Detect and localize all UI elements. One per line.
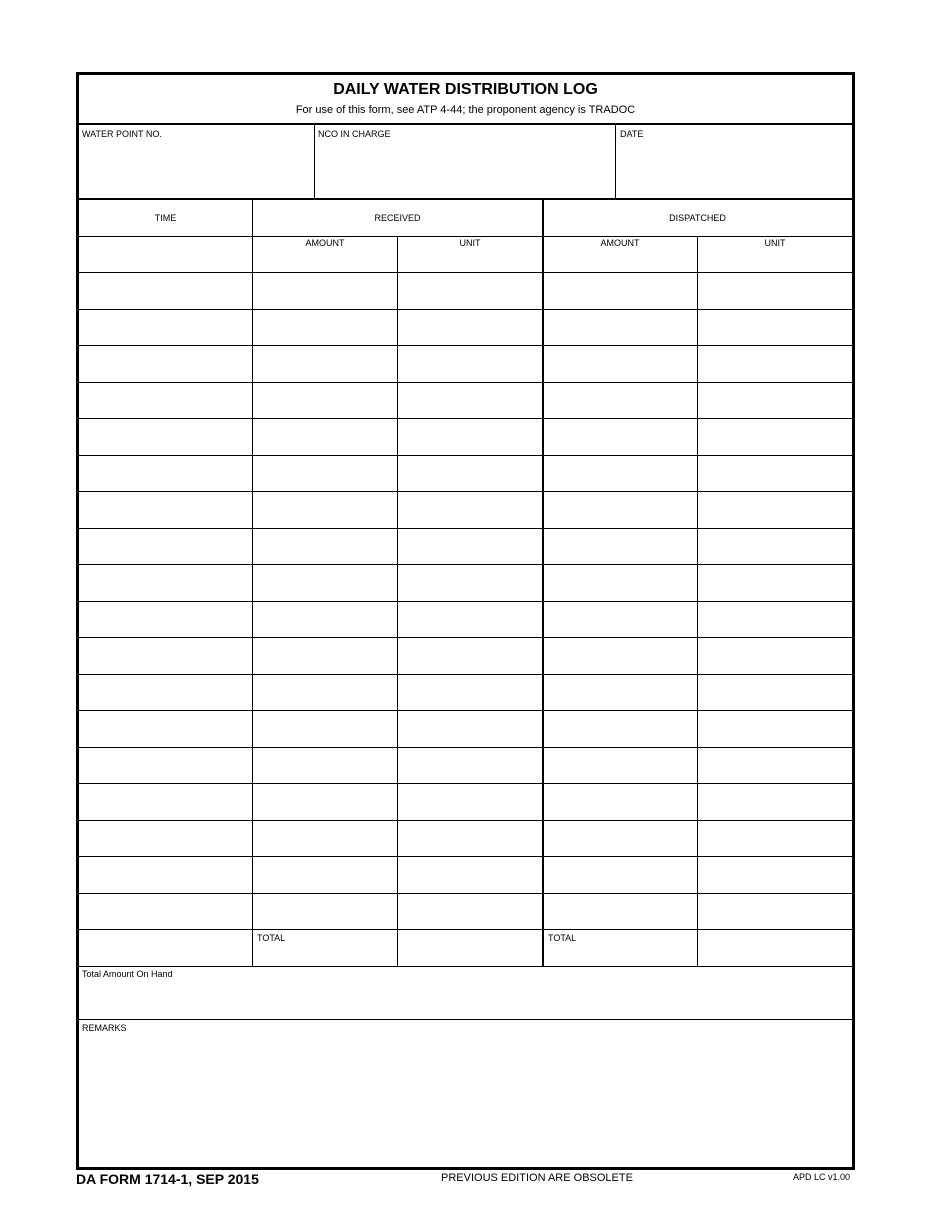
received-amount-cell[interactable] xyxy=(253,345,397,382)
dispatched-amount-cell[interactable] xyxy=(544,382,697,419)
received-unit-cell[interactable] xyxy=(398,637,542,674)
table-row xyxy=(79,783,852,820)
table-row xyxy=(79,601,852,638)
time-cell[interactable] xyxy=(79,637,252,674)
time-cell[interactable] xyxy=(79,710,252,747)
dispatched-amount-cell[interactable] xyxy=(544,418,697,455)
received-unit-cell[interactable] xyxy=(398,455,542,492)
dispatched-amount-header: AMOUNT xyxy=(600,238,640,248)
form-subtitle: For use of this form, see ATP 4-44; the proponent agency is TRADOC xyxy=(295,104,636,116)
received-amount-cell[interactable] xyxy=(253,674,397,711)
received-amount-cell[interactable] xyxy=(253,783,397,820)
dispatched-amount-cell[interactable] xyxy=(544,820,697,857)
received-unit-cell[interactable] xyxy=(398,272,542,309)
time-cell[interactable] xyxy=(79,418,252,455)
nco-in-charge-field[interactable] xyxy=(315,125,615,199)
dispatched-amount-cell[interactable] xyxy=(544,747,697,784)
dispatched-amount-cell[interactable] xyxy=(544,564,697,601)
table-row xyxy=(79,528,852,565)
dispatched-amount-cell[interactable] xyxy=(544,783,697,820)
received-amount-cell[interactable] xyxy=(253,893,397,930)
dispatched-unit-cell[interactable] xyxy=(698,455,852,492)
remarks-label: REMARKS xyxy=(82,1023,127,1033)
water-distribution-form xyxy=(76,72,855,1170)
dispatched-unit-cell[interactable] xyxy=(698,710,852,747)
dispatched-unit-cell[interactable] xyxy=(698,856,852,893)
received-amount-cell[interactable] xyxy=(253,820,397,857)
table-row xyxy=(79,491,852,528)
dispatched-total-field[interactable] xyxy=(698,929,852,966)
dispatched-column-header: DISPATCHED xyxy=(669,213,726,223)
received-amount-cell[interactable] xyxy=(253,637,397,674)
received-amount-cell[interactable] xyxy=(253,382,397,419)
header-divider-1 xyxy=(314,125,315,199)
table-row xyxy=(79,272,852,309)
received-unit-cell[interactable] xyxy=(398,856,542,893)
obsolete-notice: PREVIOUS EDITION ARE OBSOLETE xyxy=(441,1172,633,1184)
time-cell[interactable] xyxy=(79,528,252,565)
dispatched-amount-cell[interactable] xyxy=(544,674,697,711)
time-cell[interactable] xyxy=(79,564,252,601)
dispatched-unit-header: UNIT xyxy=(764,238,786,248)
version-label: APD LC v1.00 xyxy=(793,1172,851,1182)
dispatched-amount-cell[interactable] xyxy=(544,345,697,382)
header-divider-2 xyxy=(615,125,616,199)
time-cell[interactable] xyxy=(79,674,252,711)
received-unit-cell[interactable] xyxy=(398,747,542,784)
time-column-header: TIME xyxy=(154,213,177,223)
dispatched-amount-cell[interactable] xyxy=(544,893,697,930)
dispatched-unit-cell[interactable] xyxy=(698,272,852,309)
received-amount-cell[interactable] xyxy=(253,710,397,747)
received-unit-cell[interactable] xyxy=(398,601,542,638)
table-row xyxy=(79,309,852,346)
table-row xyxy=(79,455,852,492)
dispatched-amount-cell[interactable] xyxy=(544,272,697,309)
received-amount-cell[interactable] xyxy=(253,747,397,784)
received-unit-cell[interactable] xyxy=(398,491,542,528)
dispatched-unit-cell[interactable] xyxy=(698,309,852,346)
table-row xyxy=(79,637,852,674)
received-amount-cell[interactable] xyxy=(253,418,397,455)
table-row xyxy=(79,382,852,419)
total-on-hand-label: Total Amount On Hand xyxy=(82,969,173,979)
time-cell[interactable] xyxy=(79,382,252,419)
received-amount-cell[interactable] xyxy=(253,491,397,528)
header-bottom-line xyxy=(79,198,852,200)
time-cell[interactable] xyxy=(79,601,252,638)
time-cell[interactable] xyxy=(79,455,252,492)
received-unit-cell[interactable] xyxy=(398,309,542,346)
dispatched-unit-cell[interactable] xyxy=(698,528,852,565)
received-amount-cell[interactable] xyxy=(253,309,397,346)
received-unit-header: UNIT xyxy=(459,238,481,248)
date-field[interactable] xyxy=(616,125,852,199)
dispatched-unit-cell[interactable] xyxy=(698,601,852,638)
time-cell[interactable] xyxy=(79,747,252,784)
time-cell[interactable] xyxy=(79,893,252,930)
table-row xyxy=(79,893,852,930)
table-row xyxy=(79,564,852,601)
table-row xyxy=(79,747,852,784)
table-row xyxy=(79,345,852,382)
received-amount-cell[interactable] xyxy=(253,528,397,565)
received-amount-cell[interactable] xyxy=(253,455,397,492)
time-cell[interactable] xyxy=(79,820,252,857)
time-cell[interactable] xyxy=(79,783,252,820)
dispatched-amount-cell[interactable] xyxy=(544,309,697,346)
table-row xyxy=(79,856,852,893)
received-unit-cell[interactable] xyxy=(398,345,542,382)
time-cell[interactable] xyxy=(79,345,252,382)
header-mid-line xyxy=(79,236,852,237)
dispatched-unit-cell[interactable] xyxy=(698,747,852,784)
water-point-label: WATER POINT NO. xyxy=(82,129,162,139)
received-amount-cell[interactable] xyxy=(253,856,397,893)
remarks-field[interactable] xyxy=(79,1020,852,1166)
dispatched-amount-cell[interactable] xyxy=(544,528,697,565)
table-row xyxy=(79,674,852,711)
dispatched-unit-cell[interactable] xyxy=(698,783,852,820)
table-row xyxy=(79,710,852,747)
dispatched-unit-cell[interactable] xyxy=(698,564,852,601)
dispatched-unit-cell[interactable] xyxy=(698,893,852,930)
received-unit-cell[interactable] xyxy=(398,528,542,565)
form-number: DA FORM 1714-1, SEP 2015 xyxy=(76,1171,259,1187)
received-unit-cell[interactable] xyxy=(398,710,542,747)
dispatched-unit-cell[interactable] xyxy=(698,418,852,455)
dispatched-unit-cell[interactable] xyxy=(698,345,852,382)
received-unit-cell[interactable] xyxy=(398,783,542,820)
dispatched-unit-cell[interactable] xyxy=(698,637,852,674)
table-row xyxy=(79,418,852,455)
time-cell[interactable] xyxy=(79,856,252,893)
total-time-cell[interactable] xyxy=(79,929,252,966)
dispatched-amount-cell[interactable] xyxy=(544,637,697,674)
received-unit-cell[interactable] xyxy=(398,674,542,711)
time-cell[interactable] xyxy=(79,491,252,528)
dispatched-unit-cell[interactable] xyxy=(698,820,852,857)
received-unit-cell[interactable] xyxy=(398,382,542,419)
dispatched-total-label: TOTAL xyxy=(548,933,577,943)
received-amount-cell[interactable] xyxy=(253,564,397,601)
received-total-field[interactable] xyxy=(398,929,542,966)
time-cell[interactable] xyxy=(79,309,252,346)
received-column-header: RECEIVED xyxy=(374,213,421,223)
received-amount-header: AMOUNT xyxy=(305,238,345,248)
form-title: DAILY WATER DISTRIBUTION LOG xyxy=(333,81,598,98)
received-unit-cell[interactable] xyxy=(398,893,542,930)
dispatched-unit-cell[interactable] xyxy=(698,491,852,528)
dispatched-amount-cell[interactable] xyxy=(544,601,697,638)
dispatched-amount-cell[interactable] xyxy=(544,710,697,747)
water-point-field[interactable] xyxy=(79,125,314,199)
dispatched-amount-cell[interactable] xyxy=(544,856,697,893)
dispatched-unit-cell[interactable] xyxy=(698,382,852,419)
received-unit-cell[interactable] xyxy=(398,418,542,455)
received-unit-cell[interactable] xyxy=(398,564,542,601)
date-label: DATE xyxy=(620,129,644,139)
dispatched-amount-cell[interactable] xyxy=(544,491,697,528)
total-on-hand-field[interactable] xyxy=(79,967,852,1019)
received-total-label: TOTAL xyxy=(257,933,286,943)
dispatched-amount-cell[interactable] xyxy=(544,455,697,492)
received-amount-cell[interactable] xyxy=(253,272,397,309)
nco-in-charge-label: NCO IN CHARGE xyxy=(318,129,391,139)
received-unit-cell[interactable] xyxy=(398,820,542,857)
dispatched-unit-cell[interactable] xyxy=(698,674,852,711)
time-cell[interactable] xyxy=(79,272,252,309)
table-row xyxy=(79,820,852,857)
received-amount-cell[interactable] xyxy=(253,601,397,638)
